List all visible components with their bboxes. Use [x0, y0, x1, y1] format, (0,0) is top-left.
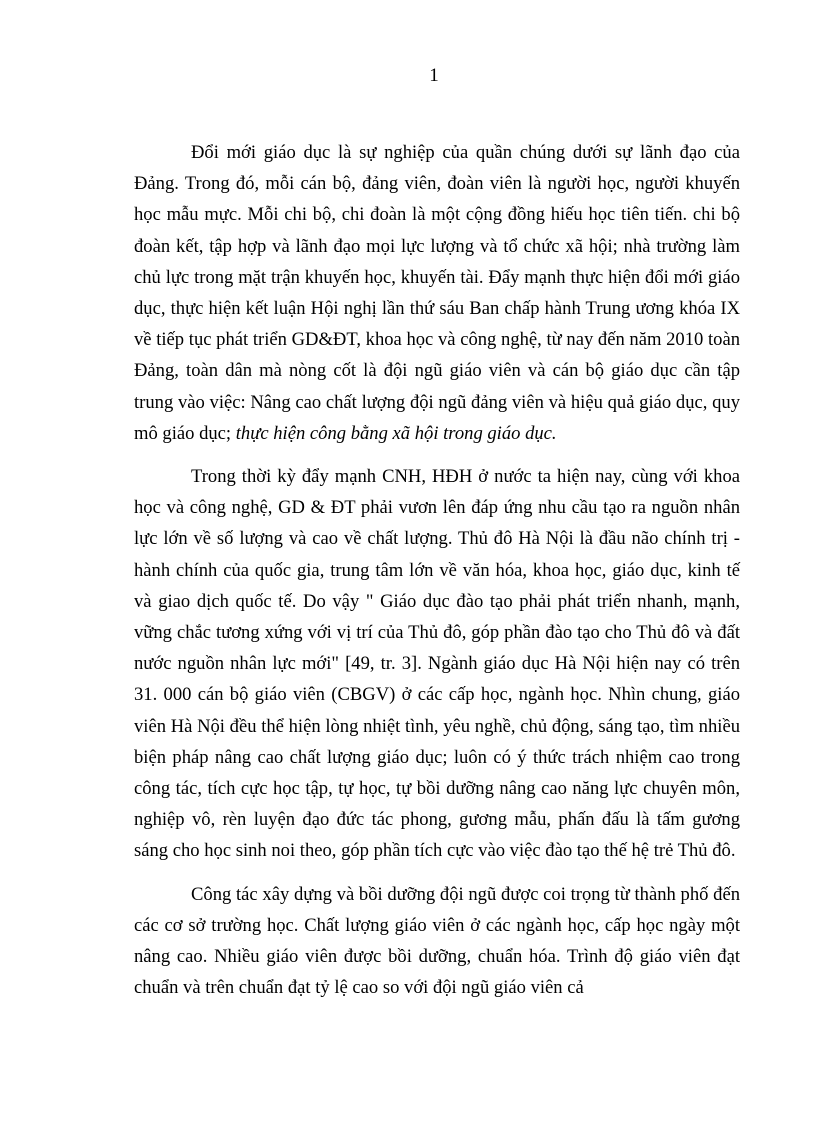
paragraph-2 [134, 461, 740, 867]
paragraph-3 [134, 879, 740, 1004]
body-text [134, 137, 740, 1015]
paragraph-1 [134, 137, 740, 449]
paragraph-1-text: Đổi mới giáo dục là sự nghiệp của quần chúng dưới sự lãnh đạo của Đảng. Trong đó, mỗi cán bộ, đảng viên, đoàn viên là người học, người khuyến học mẫu mực. Mỗi chi bộ, chi đoàn là một cộng đồng hiếu học tiên tiến. chi bộ đoàn kết, tập hợp và lãnh đạo mọi lực lượng và tổ chức xã hội; nhà trường làm chủ lực trong mặt trận khuyến học, khuyến tài. Đẩy mạnh thực hiện đổi mới giáo dục, thực hiện kết luận Hội nghị lần thứ sáu Ban chấp hành Trung ương khóa IX về tiếp tục phát triển GD&ĐT, khoa học và công nghệ, từ nay đến năm 2010 toàn Đảng, toàn dân mà nòng cốt là đội ngũ giáo viên và cán bộ giáo dục cần tập trung vào việc: Nâng cao chất lượng đội ngũ đảng viên và hiệu quả giáo dục, quy mô giáo dục; [134, 142, 740, 444]
paragraph-2-text: Trong thời kỳ đẩy mạnh CNH, HĐH ở nước ta hiện nay, cùng với khoa học và công nghệ, GD & ĐT phải vươn lên đáp ứng nhu cầu tạo ra nguồn nhân lực lớn về số lượng và cao về chất lượng. Thủ đô Hà Nội là đầu não chính trị - hành chính của quốc gia, trung tâm lớn về văn hóa, khoa học, giáo dục, kinh tế và giao dịch quốc tế. Do vậy " Giáo dục đào tạo phải phát triển nhanh, mạnh, vững chắc tương xứng với vị trí của Thủ đô, góp phần đào tạo cho Thủ đô và đất nước nguồn nhân lực mới" [49, tr. 3]. Ngành giáo dục Hà Nội hiện nay có trên 31. 000 cán bộ giáo viên (CBGV) ở các cấp học, ngành học. Nhìn chung, giáo viên Hà Nội đều thể hiện lòng nhiệt tình, yêu nghề, chủ động, sáng tạo, tìm nhiều biện pháp nâng cao chất lượng giáo dục; luôn có ý thức trách nhiệm cao trong công tác, tích cực học tập, tự học, tự bồi dưỡng nâng cao năng lực chuyên môn, nghiệp vô, rèn luyện đạo đức tác phong, gương mẫu, phấn đấu là tấm gương sáng cho học sinh noi theo, góp phần tích cực vào việc đào tạo thế hệ trẻ Thủ đô. [134, 466, 740, 862]
paragraph-3-text: Công tác xây dựng và bồi dưỡng đội ngũ được coi trọng từ thành phố đến các cơ sở trường học. Chất lượng giáo viên ở các ngành học, cấp học ngày một nâng cao. Nhiều giáo viên được bồi dưỡng, chuẩn hóa. Trình độ giáo viên đạt chuẩn và trên chuẩn đạt tỷ lệ cao so với đội ngũ giáo viên cả [134, 883, 740, 999]
paragraph-1-italic-text: thực hiện công bằng xã hội trong giáo dục. [235, 422, 557, 444]
page-number: 1 [429, 65, 439, 86]
